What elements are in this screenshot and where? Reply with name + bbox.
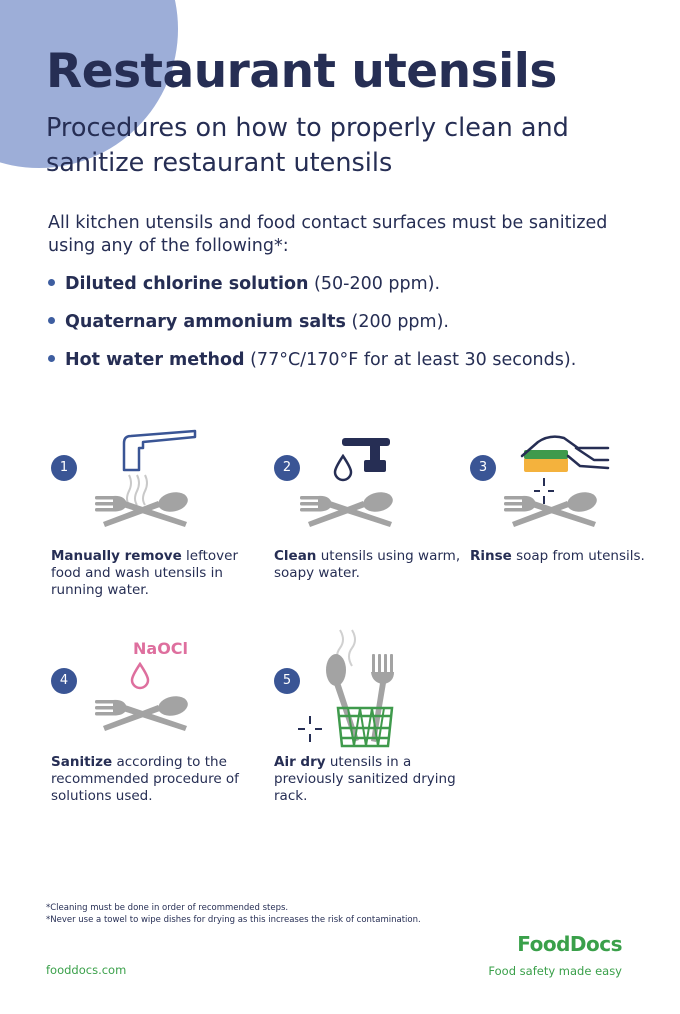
step-2: [274, 428, 464, 608]
step-action: Sanitize: [51, 754, 113, 770]
step-detail: according to the recommended procedure of solutions used.: [51, 754, 239, 804]
faucet-icon: [121, 428, 201, 478]
step-detail: utensils using warm, soapy water.: [274, 548, 461, 581]
step-action: Clean: [274, 548, 317, 564]
brand-tagline: Food safety made easy: [488, 964, 622, 978]
step-number-badge: 5: [274, 668, 300, 694]
method-item: [48, 348, 576, 386]
footnote: *Cleaning must be done in order of recommended steps.: [46, 903, 289, 913]
page-title: Restaurant utensils: [46, 44, 557, 99]
fork-spoon-icon: [93, 694, 193, 734]
bullet-icon: [48, 355, 55, 362]
step-caption: [51, 754, 241, 805]
intro-text: All kitchen utensils and food contact surfaces must be sanitized using any of the following*:: [48, 213, 608, 256]
fork-spoon-icon: [502, 490, 602, 530]
step-number-badge: 2: [274, 455, 300, 481]
bullet-icon: [48, 317, 55, 324]
step-detail: leftover food and wash utensils in running water.: [51, 548, 239, 598]
drying-rack-icon: [296, 650, 402, 750]
chemical-label: NaOCl: [133, 639, 189, 658]
step-action: Rinse: [470, 548, 512, 564]
fork-spoon-icon: [93, 490, 193, 530]
step-number-badge: 3: [470, 455, 496, 481]
step-caption: [51, 548, 241, 599]
method-detail: (77°C/170°F for at least 30 seconds).: [244, 350, 577, 370]
method-name: Hot water method: [65, 350, 245, 370]
method-item: [48, 310, 576, 348]
step-3: [470, 428, 660, 608]
method-name: Quaternary ammonium salts: [65, 312, 346, 332]
method-item: [48, 272, 576, 310]
sponge-hand-icon: [520, 432, 612, 482]
step-5: [274, 628, 464, 818]
method-detail: (200 ppm).: [345, 312, 449, 332]
step-caption: [274, 754, 464, 805]
step-detail: soap from utensils.: [511, 548, 645, 564]
step-number-badge: 4: [51, 668, 77, 694]
step-action: Manually remove: [51, 548, 182, 564]
sanitizing-methods-list: [48, 272, 576, 386]
footnotes: [46, 902, 421, 926]
footnote: *Never use a towel to wipe dishes for drying as this increases the risk of contamination.: [46, 915, 421, 925]
website-link[interactable]: fooddocs.com: [46, 963, 127, 977]
soap-drop-icon: [332, 454, 354, 482]
step-action: Air dry: [274, 754, 326, 770]
step-caption: [274, 548, 464, 582]
chemical-drop-icon: [129, 662, 151, 690]
step-detail: utensils in a previously sanitized drying rack.: [274, 754, 456, 804]
page-subtitle: Procedures on how to properly clean and sanitize restaurant utensils: [46, 113, 569, 178]
fork-spoon-icon: [298, 490, 398, 530]
method-detail: (50-200 ppm).: [308, 274, 441, 294]
step-1: [51, 428, 241, 608]
method-name: Diluted chlorine solution: [65, 274, 309, 294]
step-caption: [470, 548, 660, 565]
brand-logo: FoodDocs: [517, 932, 622, 956]
step-number-badge: 1: [51, 455, 77, 481]
brand-block: [488, 932, 622, 978]
step-4: [51, 638, 241, 818]
bullet-icon: [48, 279, 55, 286]
